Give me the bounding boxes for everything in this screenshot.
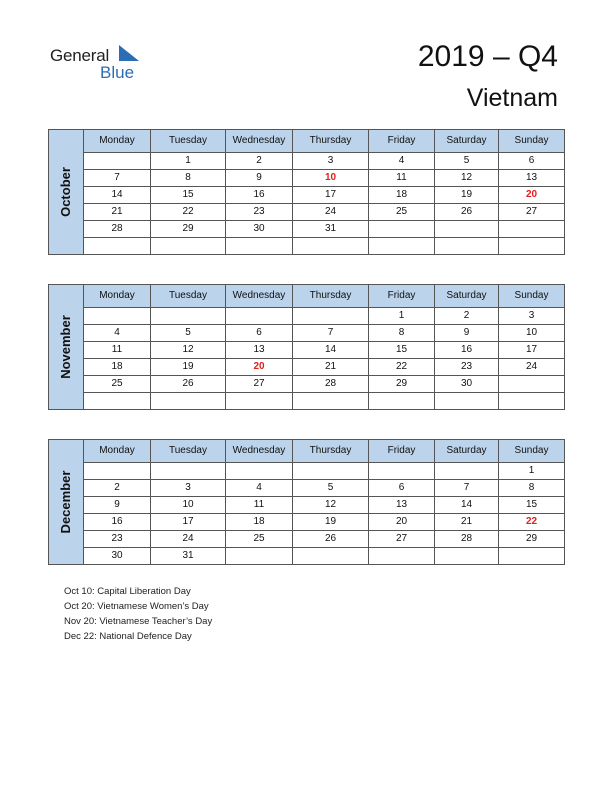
page-title: 2019 – Q4 [417,40,558,73]
day-cell: 7 [84,170,151,187]
day-cell: 11 [84,342,151,359]
day-cell: 14 [293,342,369,359]
holiday-note: Nov 20: Vietnamese Teacher’s Day [64,616,213,627]
weekday-header: Wednesday [226,440,293,463]
calendar-november [48,284,564,410]
week-row [49,187,565,204]
day-cell [226,548,293,565]
day-cell [226,238,293,255]
weekday-header: Wednesday [226,285,293,308]
holiday-note: Dec 22: National Defence Day [64,631,192,642]
day-cell: 29 [151,221,226,238]
day-cell: 22 [151,204,226,221]
day-cell [84,308,151,325]
week-row [49,153,565,170]
day-cell [435,548,499,565]
month-name: December [58,470,73,534]
day-cell: 25 [84,376,151,393]
day-cell: 1 [151,153,226,170]
day-cell: 29 [499,531,565,548]
day-cell: 3 [293,153,369,170]
day-cell [499,238,565,255]
day-cell: 27 [226,376,293,393]
month-label [49,285,84,410]
day-cell: 24 [499,359,565,376]
day-cell: 30 [226,221,293,238]
weekday-header: Saturday [435,440,499,463]
weekday-header: Friday [369,285,435,308]
day-cell: 20 [499,187,565,204]
day-cell: 9 [435,325,499,342]
day-cell: 14 [84,187,151,204]
day-cell: 15 [369,342,435,359]
weekday-header: Monday [84,440,151,463]
day-cell: 26 [293,531,369,548]
day-cell: 8 [369,325,435,342]
day-cell: 30 [435,376,499,393]
day-cell: 28 [84,221,151,238]
day-cell: 4 [84,325,151,342]
day-cell: 10 [293,170,369,187]
week-row [49,170,565,187]
day-cell: 19 [293,514,369,531]
week-row [49,497,565,514]
logo-text-blue: Blue [100,63,135,82]
day-cell: 15 [499,497,565,514]
week-row [49,342,565,359]
day-cell: 19 [151,359,226,376]
day-cell: 2 [84,480,151,497]
day-cell: 16 [226,187,293,204]
day-cell: 31 [293,221,369,238]
day-cell: 11 [369,170,435,187]
day-cell: 20 [226,359,293,376]
day-cell [84,393,151,410]
day-cell: 7 [293,325,369,342]
day-cell: 13 [499,170,565,187]
day-cell: 17 [293,187,369,204]
day-cell: 14 [435,497,499,514]
holiday-note: Oct 20: Vietnamese Women’s Day [64,601,209,612]
holiday-note: Oct 10: Capital Liberation Day [64,586,191,597]
day-cell [293,238,369,255]
month-table [48,439,565,565]
day-cell: 10 [499,325,565,342]
week-row [49,480,565,497]
day-cell: 8 [151,170,226,187]
weekday-header: Thursday [293,440,369,463]
weekday-header: Thursday [293,130,369,153]
day-cell: 10 [151,497,226,514]
day-cell [369,221,435,238]
calendar-october [48,129,564,255]
day-cell: 24 [293,204,369,221]
day-cell: 17 [499,342,565,359]
day-cell [369,238,435,255]
day-cell [499,221,565,238]
day-cell [369,463,435,480]
day-cell [151,463,226,480]
day-cell: 15 [151,187,226,204]
week-row [49,514,565,531]
day-cell [151,393,226,410]
day-cell: 12 [151,342,226,359]
month-name: November [58,315,73,379]
day-cell [151,238,226,255]
day-cell [226,463,293,480]
weekday-header: Monday [84,285,151,308]
day-cell [84,463,151,480]
day-cell: 3 [499,308,565,325]
week-row [49,308,565,325]
month-table [48,129,565,255]
weekday-header: Tuesday [151,285,226,308]
week-row [49,359,565,376]
day-cell: 27 [499,204,565,221]
day-cell: 26 [151,376,226,393]
day-cell: 29 [369,376,435,393]
day-cell: 16 [435,342,499,359]
day-cell: 22 [369,359,435,376]
day-cell: 11 [226,497,293,514]
day-cell: 7 [435,480,499,497]
weekday-header: Wednesday [226,130,293,153]
day-cell: 23 [226,204,293,221]
day-cell [435,238,499,255]
month-name: October [58,167,73,217]
week-row [49,548,565,565]
day-cell: 12 [435,170,499,187]
holiday-notes [64,584,212,644]
day-cell [435,393,499,410]
day-cell: 24 [151,531,226,548]
week-row [49,325,565,342]
day-cell: 1 [499,463,565,480]
generalblue-logo [50,44,160,84]
weekday-header: Saturday [435,285,499,308]
day-cell: 13 [226,342,293,359]
day-cell: 1 [369,308,435,325]
week-row [49,376,565,393]
weekday-header: Sunday [499,440,565,463]
day-cell [369,548,435,565]
day-cell: 5 [151,325,226,342]
day-cell: 2 [435,308,499,325]
logo-text-general: General [50,46,110,65]
day-cell: 21 [435,514,499,531]
country-name: Vietnam [466,84,558,112]
day-cell: 9 [226,170,293,187]
day-cell: 17 [151,514,226,531]
day-cell: 3 [151,480,226,497]
weekday-header: Thursday [293,285,369,308]
day-cell: 23 [84,531,151,548]
day-cell: 4 [369,153,435,170]
day-cell: 6 [226,325,293,342]
weekday-header: Sunday [499,130,565,153]
day-cell: 13 [369,497,435,514]
day-cell: 25 [369,204,435,221]
week-row [49,238,565,255]
week-row [49,463,565,480]
day-cell [499,548,565,565]
weekday-header: Friday [369,130,435,153]
day-cell: 9 [84,497,151,514]
weekday-header: Tuesday [151,130,226,153]
day-cell [151,308,226,325]
day-cell: 4 [226,480,293,497]
day-cell [226,308,293,325]
weekday-header: Saturday [435,130,499,153]
day-cell: 22 [499,514,565,531]
day-cell [435,463,499,480]
day-cell: 18 [369,187,435,204]
month-table [48,284,565,410]
day-cell: 27 [369,531,435,548]
day-cell [369,393,435,410]
calendar-december [48,439,564,565]
day-cell: 19 [435,187,499,204]
day-cell [84,238,151,255]
day-cell [293,463,369,480]
weekday-header: Tuesday [151,440,226,463]
month-label [49,130,84,255]
weekday-header: Friday [369,440,435,463]
day-cell [435,221,499,238]
day-cell: 31 [151,548,226,565]
weekday-header: Sunday [499,285,565,308]
weekday-header: Monday [84,130,151,153]
day-cell: 20 [369,514,435,531]
day-cell: 26 [435,204,499,221]
day-cell: 8 [499,480,565,497]
day-cell: 16 [84,514,151,531]
day-cell: 21 [293,359,369,376]
day-cell [84,153,151,170]
week-row [49,393,565,410]
day-cell: 6 [369,480,435,497]
week-row [49,204,565,221]
day-cell [226,393,293,410]
day-cell [293,308,369,325]
week-row [49,531,565,548]
logo-triangle-icon [119,44,139,62]
day-cell: 5 [293,480,369,497]
day-cell: 28 [293,376,369,393]
day-cell: 12 [293,497,369,514]
day-cell: 21 [84,204,151,221]
month-label [49,440,84,565]
day-cell: 18 [84,359,151,376]
day-cell [293,393,369,410]
week-row [49,221,565,238]
day-cell: 6 [499,153,565,170]
day-cell: 28 [435,531,499,548]
day-cell: 30 [84,548,151,565]
day-cell: 25 [226,531,293,548]
day-cell: 5 [435,153,499,170]
day-cell [499,393,565,410]
day-cell: 23 [435,359,499,376]
day-cell: 2 [226,153,293,170]
day-cell: 18 [226,514,293,531]
day-cell [293,548,369,565]
day-cell [499,376,565,393]
